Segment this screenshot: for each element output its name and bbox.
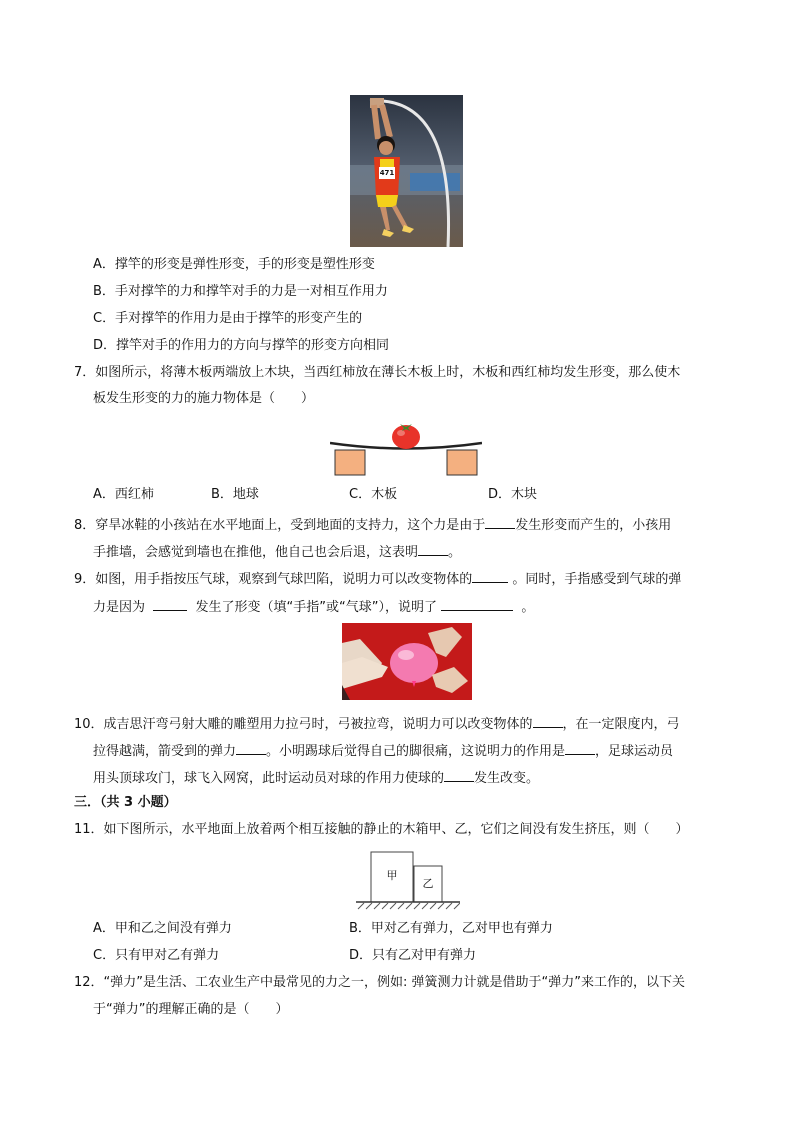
jersey-number: 471 [379,169,395,177]
balloon-illustration [342,623,472,700]
section-3-heading: 三．（共 3 小题） [74,795,177,810]
tomato-board-diagram [330,418,482,478]
q9-blank-2[interactable] [153,596,187,611]
q6-option-b[interactable]: B．手对撑竿的力和撑竿对手的力是一对相互作用力 [93,284,388,299]
q9-text: 9．如图，用手指按压气球，观察到气球凹陷，说明力可以改变物体的 [74,572,473,587]
q10-blank-2[interactable] [236,740,266,755]
q12-stem-line1: 12．“弹力”是生活、工农业生产中最常见的力之一，例如: 弹簧测力计就是借助于“弹力”来工作的，以下关 [74,975,685,990]
q9-text: 力是因为 [93,600,146,615]
q11-option-a[interactable]: A．甲和乙之间没有弹力 [93,921,232,936]
q11-option-c[interactable]: C．只有甲对乙有弹力 [93,948,220,963]
balloon-photo [342,623,472,700]
q10-text: 。小明踢球后觉得自己的脚很痛，这说明力的作用是 [266,744,566,759]
box-yi-label: 乙 [422,877,434,890]
q6-option-c[interactable]: C．手对撑竿的作用力是由于撑竿的形变产生的 [93,311,363,326]
q7-option-a[interactable]: A．西红柿 [93,487,154,502]
q10-text: ，在一定限度内，弓 [562,717,680,732]
pole-vault-illustration [350,95,463,247]
q9-text: 。同时，手指感受到气球的弹 [512,572,682,587]
q9-blank-1[interactable] [472,568,508,583]
q10-blank-1[interactable] [533,713,563,728]
q10-stem-line1 [74,713,680,734]
q10-text: 10．成吉思汗弯弓射大雕的雕塑用力拉弓时，弓被拉弯，说明力可以改变物体的 [74,717,533,732]
tomato-board-svg [330,418,482,478]
q11-stem-line1: 11．如下图所示，水平地面上放着两个相互接触的静止的木箱甲、乙，它们之间没有发生挤压，则（ ） [74,822,689,837]
pole-vault-photo [350,95,463,247]
q10-text: 发生改变。 [474,771,540,786]
q9-stem-line1 [74,568,681,589]
q7-option-c[interactable]: C．木板 [349,487,398,502]
q7-stem-line1: 7．如图所示，将薄木板两端放上木块，当西红柿放在薄长木板上时，木板和西红柿均发生形变，那么使木 [74,365,681,380]
q9-stem-line2 [93,596,534,617]
q11-option-b[interactable]: B．甲对乙有弹力，乙对甲也有弹力 [349,921,553,936]
q10-text: ，足球运动员 [595,744,674,759]
q8-text: 发生形变而产生的，小孩用 [515,518,672,533]
q6-option-a[interactable]: A．撑竿的形变是弹性形变，手的形变是塑性形变 [93,257,375,272]
q8-text: 手推墙，会感觉到墙也在推他，他自己也会后退，这表明 [93,545,419,560]
q10-stem-line3 [93,767,539,788]
q8-text: 8．穿旱冰鞋的小孩站在水平地面上，受到地面的支持力，这个力是由于 [74,518,486,533]
q6-option-d[interactable]: D．撑竿对手的作用力的方向与撑竿的形变方向相同 [93,338,390,353]
q10-blank-3[interactable] [565,740,595,755]
q10-text: 拉得越满，箭受到的弹力 [93,744,237,759]
q9-blank-3[interactable] [441,596,513,611]
q7-option-b[interactable]: B．地球 [211,487,259,502]
q7-option-d[interactable]: D．木块 [488,487,538,502]
q8-stem-line2 [93,541,461,562]
box-jia-label: 甲 [386,869,398,882]
q12-stem-line2: 于“弹力”的理解正确的是（ ） [93,1002,289,1017]
q7-stem-line2: 板发生形变的力的施力物体是（ ） [93,391,315,406]
q9-text: 。 [521,600,535,615]
q10-stem-line2 [93,740,673,761]
q8-stem-line1 [74,514,671,535]
q8-text: 。 [448,545,462,560]
q10-text: 用头顶球攻门，球飞入网窝，此时运动员对球的作用力使球的 [93,771,445,786]
q8-blank-2[interactable] [418,541,448,556]
q11-option-d[interactable]: D．只有乙对甲有弹力 [349,948,477,963]
q9-text: 发生了形变（填“手指”或“气球”），说明了 [195,600,437,615]
q10-blank-4[interactable] [444,767,474,782]
boxes-diagram [356,849,460,913]
q8-blank-1[interactable] [485,514,515,529]
